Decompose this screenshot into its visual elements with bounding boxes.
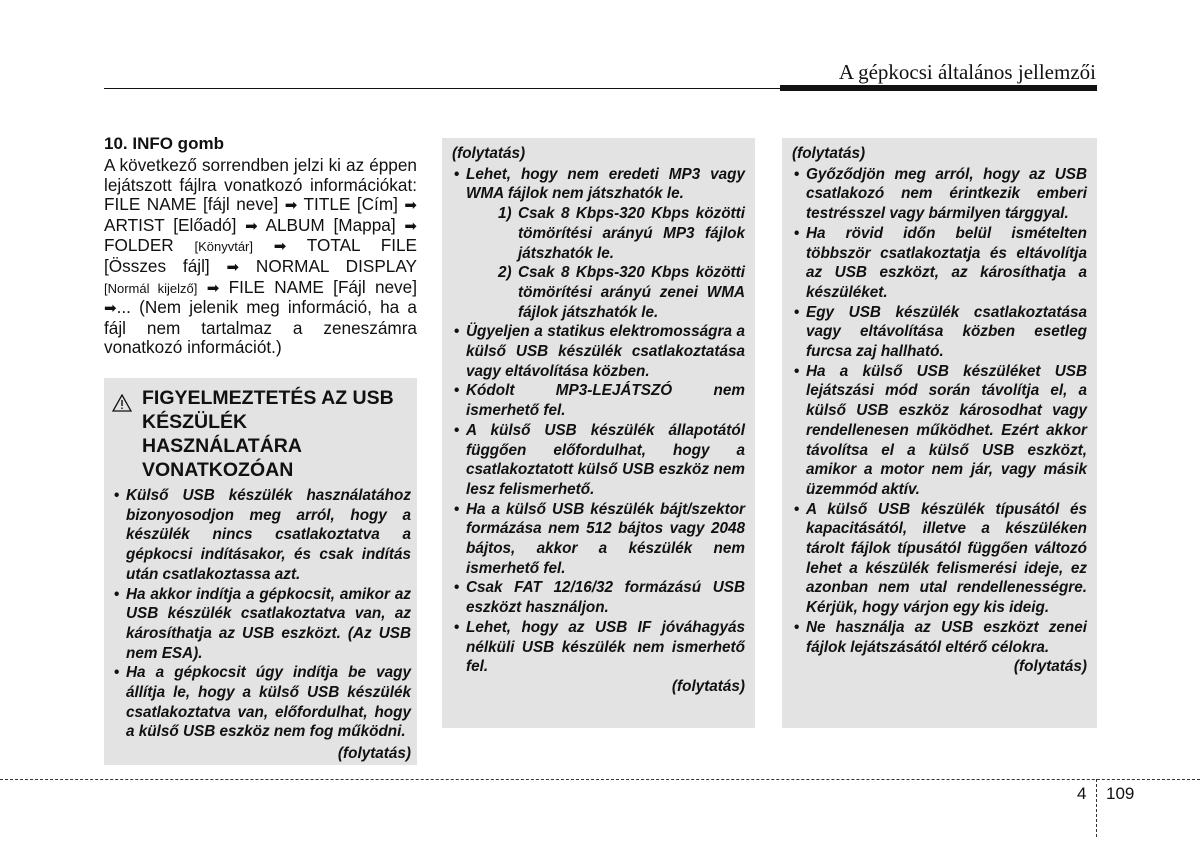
list-item: • Ha a külső USB készülék bájt/szektor formázása nem 512 bájtos vagy 2048 bájtos, akkor a készülék nem ismerhető fel. (452, 500, 745, 579)
list-item: • Ha akkor indítja a gépkocsit, amikor az USB készülék csatlakoztatva van, az károsíthatja az USB eszközt. (Az USB nem ESA). (112, 585, 411, 664)
list-item: • Csak FAT 12/16/32 formázású USB eszközt használjon. (452, 578, 745, 617)
section-number: 4 (1077, 784, 1087, 803)
caution-list-2 (792, 165, 1087, 658)
warning-triangle-icon (112, 386, 142, 417)
info-text: ... (Nem jelenik meg információ, ha a fájl nem tartalmaz a zeneszámra vonatkozó információt.) (104, 297, 417, 358)
continued-label: (folytatás) (1013, 658, 1087, 676)
info-text-small: [Könyvtár] (194, 239, 253, 255)
info-text: ARTIST [Előadó] (104, 214, 246, 235)
warning-title: FIGYELMEZTETÉS AZ USB KÉSZÜLÉK HASZNÁLATÁRA VONATKOZÓAN (142, 387, 394, 481)
info-text: FILE NAME [Fájl neve] (219, 276, 417, 297)
sub-list-text: Csak 8 Kbps-320 Kbps közötti tömörítési arányú zenei WMA fájlok játszhatók le. (518, 264, 745, 321)
sub-list-item (484, 204, 745, 263)
info-text: ALBUM [Mappa] (257, 214, 405, 235)
header-bar (780, 85, 1097, 91)
sub-list-number: 1) (498, 205, 512, 223)
warning-list (112, 486, 411, 742)
list-item: • Egy USB készülék csatlakoztatása vagy eltávolítása közben esetleg furcsa zaj hallható. (792, 303, 1087, 362)
list-item: • Külső USB készülék használatához bizonyosodjon meg arról, hogy a készülék nincs csatlakoztatva a gépkocsi indításakor, és csak indítás után csatlakoztassa azt. (112, 486, 411, 585)
continued-label: (folytatás) (671, 677, 745, 695)
list-item: • Győződjön meg arról, hogy az USB csatlakozó nem érintkezik emberi testrésszel vagy bármilyen tárggyal. (792, 165, 1087, 224)
caution-list-1 (452, 165, 745, 677)
page-number: 109 (1106, 784, 1135, 803)
warning-header (112, 386, 411, 482)
list-item: • Ha a külső USB készüléket USB lejátszási mód során távolítja el, a külső USB eszköz károsodhat vagy rendellenesen működhet. Ezért akkor távolítsa el a külső USB eszközt, amikor a motor nem jár, vagy másik üzemmód aktív. (792, 362, 1087, 500)
info-text: FOLDER (104, 235, 195, 256)
sub-list-item (484, 263, 745, 322)
continued-label: (folytatás) (337, 745, 411, 763)
right-arrow-icon: ➡ (404, 197, 417, 215)
list-item (452, 165, 745, 323)
info-heading: 10. INFO gomb (104, 134, 224, 153)
info-text (253, 235, 274, 255)
info-text: NORMAL DISPLAY (239, 255, 417, 276)
right-arrow-icon: ➡ (404, 217, 417, 235)
continued-intro: (folytatás) (452, 145, 526, 162)
right-arrow-icon: ➡ (226, 258, 240, 276)
sub-list-text: Csak 8 Kbps-320 Kbps közötti tömörítési arányú MP3 fájlok játszhatók le. (518, 205, 745, 262)
info-text (197, 277, 206, 297)
right-arrow-icon: ➡ (104, 300, 117, 318)
right-arrow-icon: ➡ (206, 279, 220, 297)
page-header-title: A gépkocsi általános jellemzői (838, 60, 1096, 84)
list-item: • Ne használja az USB eszközt zenei fájlok lejátszásától eltérő célokra. (792, 618, 1087, 657)
info-text: A következő sorrendben jelzi ki az éppen lejátszott fájlra vonatkozó információkat: FILE NAME [fájl neve] (104, 155, 417, 215)
list-item: • Ha a gépkocsit úgy indítja be vagy állítja le, hogy a külső USB készülék csatlakoztatva van, előfordulhat, hogy a külső USB eszköz nem fog működni. (112, 663, 411, 742)
info-text: TOTAL FILE [Összes fájl] (104, 235, 417, 276)
list-item: • Lehet, hogy az USB IF jóváhagyás nélküli USB készülék nem ismerhető fel. (452, 618, 745, 677)
sub-list (466, 204, 745, 322)
caution-box-continued-2 (782, 138, 1097, 728)
footer-dashed-rule (0, 779, 1200, 780)
list-item: • A külső USB készülék állapotától függően előfordulhat, hogy a csatlakoztatott külső USB eszköz nem lesz felismerhető. (452, 421, 745, 500)
info-body (104, 156, 417, 358)
info-section (104, 134, 417, 358)
info-text-small: [Normál kijelző] (104, 280, 198, 296)
list-item: • Ügyeljen a statikus elektromosságra a külső USB készülék csatlakoztatása vagy eltávolítása közben. (452, 322, 745, 381)
list-item: • Ha rövid időn belül ismételten többször csatlakoztatja és eltávolítja az USB eszközt, az károsíthatja a készüléket. (792, 224, 1087, 303)
right-arrow-icon: ➡ (273, 238, 287, 256)
continued-intro: (folytatás) (792, 145, 866, 162)
footer-dashed-divider (1096, 779, 1097, 837)
warning-box (104, 378, 417, 765)
info-text: TITLE [Cím] (297, 194, 405, 215)
right-arrow-icon: ➡ (284, 197, 298, 215)
list-item: • A külső USB készülék típusától és kapacitásától, illetve a készüléken tárolt fájlok típusától függően változó lehet a készülék felismerési ideje, ez azonban nem utal rendellenességre. Kérjük, hogy várjon egy kis ideig. (792, 500, 1087, 618)
sub-list-number: 2) (498, 264, 512, 282)
list-item: • Kódolt MP3-LEJÁTSZÓ nem ismerhető fel. (452, 381, 745, 420)
list-item-text: Lehet, hogy nem eredeti MP3 vagy WMA fájlok nem játszhatók le. (466, 165, 745, 203)
right-arrow-icon: ➡ (245, 217, 258, 235)
caution-box-continued-1 (442, 138, 755, 728)
